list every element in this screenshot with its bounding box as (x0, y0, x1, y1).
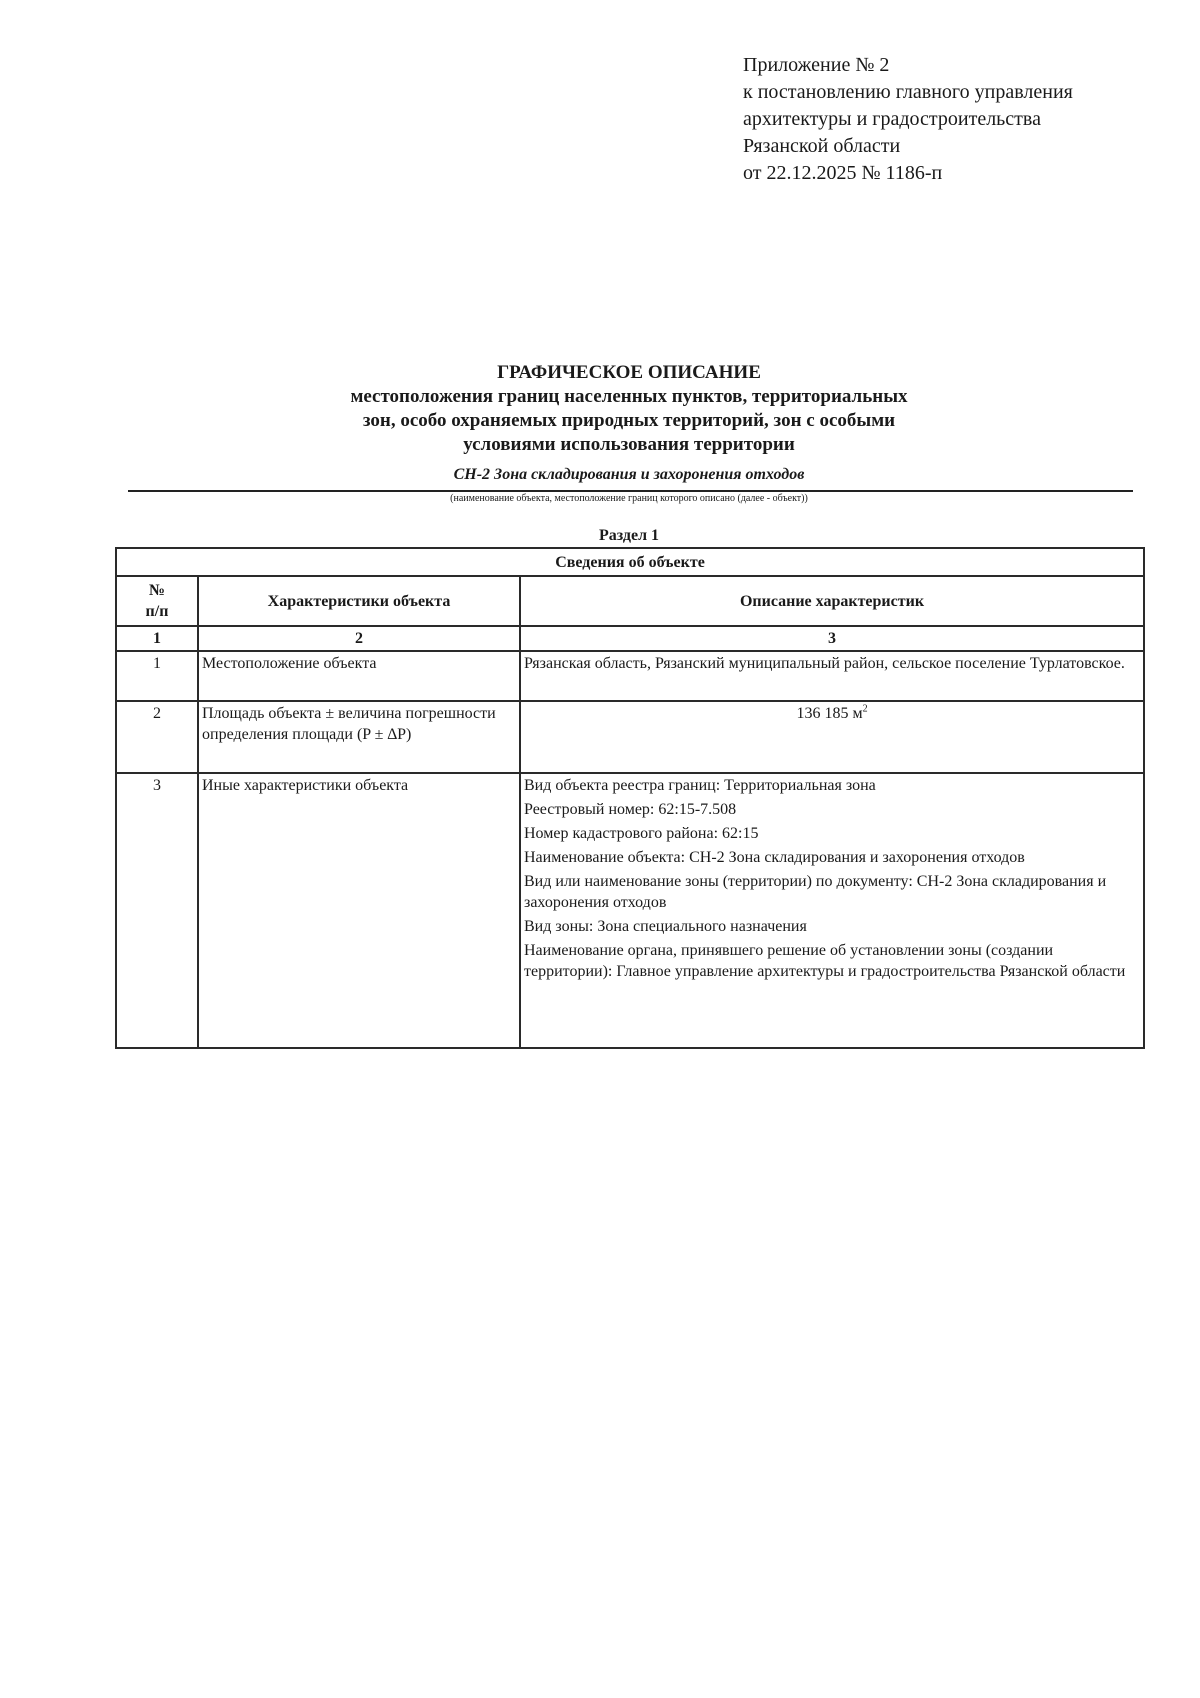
title-subtitle-line: местоположения границ населенных пунктов, территориальных (350, 386, 908, 407)
row-number: 1 (116, 651, 198, 701)
description-line: Реестровый номер: 62:15-7.508 (524, 801, 737, 818)
description-line: Номер кадастрового района: 62:15 (524, 825, 759, 842)
row-characteristic: Площадь объекта ± величина погрешности определения площади (P ± ∆P) (198, 701, 520, 773)
column-number: 1 (116, 626, 198, 651)
description-line: Наименование объекта: СН-2 Зона складирования и захоронения отходов (524, 849, 1025, 866)
row-description (520, 773, 1144, 1048)
object-name-caption: (наименование объекта, местоположение границ которого описано (далее - объект)) (450, 493, 808, 504)
area-value (520, 701, 1144, 773)
title-subtitle-line: зон, особо охраняемых природных территорий, зон с особыми (362, 410, 896, 431)
area-number: 136 185 м (796, 705, 863, 722)
row-number: 3 (116, 773, 198, 1048)
column-number: 3 (520, 626, 1144, 651)
header-number: № п/п (116, 576, 198, 626)
row-characteristic: Местоположение объекта (198, 651, 520, 701)
header-description: Описание характеристик (520, 576, 1144, 626)
table-row (116, 701, 1144, 773)
section-label: Раздел 1 (598, 527, 660, 544)
annex-block (743, 52, 1173, 187)
annex-line: к постановлению главного управления (743, 81, 1073, 103)
annex-line: архитектуры и градостроительства (743, 108, 1041, 130)
description-line: Вид объекта реестра границ: Территориальная зона (524, 777, 876, 794)
table-row (116, 651, 1144, 701)
document-title (0, 361, 1200, 457)
row-number: 2 (116, 701, 198, 773)
table-row (116, 773, 1144, 1048)
table-caption: Сведения об объекте (116, 548, 1144, 576)
description-line: Рязанская область, Рязанский муниципальный район, сельское поселение Турлатовское. (524, 655, 1125, 672)
annex-line: Приложение № 2 (743, 54, 890, 76)
annex-line: от 22.12.2025 № 1186-п (743, 162, 943, 184)
area-unit-exponent: 2 (862, 703, 868, 715)
title-main: ГРАФИЧЕСКОЕ ОПИСАНИЕ (497, 362, 761, 383)
description-line: Вид зоны: Зона специального назначения (524, 918, 807, 935)
description-line: Наименование органа, принявшего решение об установлении зоны (создании территории): Главное управление архитектуры и градостроительства Рязанской области (524, 942, 1126, 980)
column-number: 2 (198, 626, 520, 651)
object-name: СН-2 Зона складирования и захоронения отходов (453, 466, 805, 483)
header-characteristic: Характеристики объекта (198, 576, 520, 626)
title-subtitle-line: условиями использования территории (463, 434, 795, 455)
annex-line: Рязанской области (743, 135, 901, 157)
object-info-table (115, 547, 1145, 1049)
description-line: Вид или наименование зоны (территории) по документу: СН-2 Зона складирования и захоронения отходов (524, 873, 1107, 911)
row-characteristic: Иные характеристики объекта (198, 773, 520, 1048)
row-description (520, 651, 1144, 701)
